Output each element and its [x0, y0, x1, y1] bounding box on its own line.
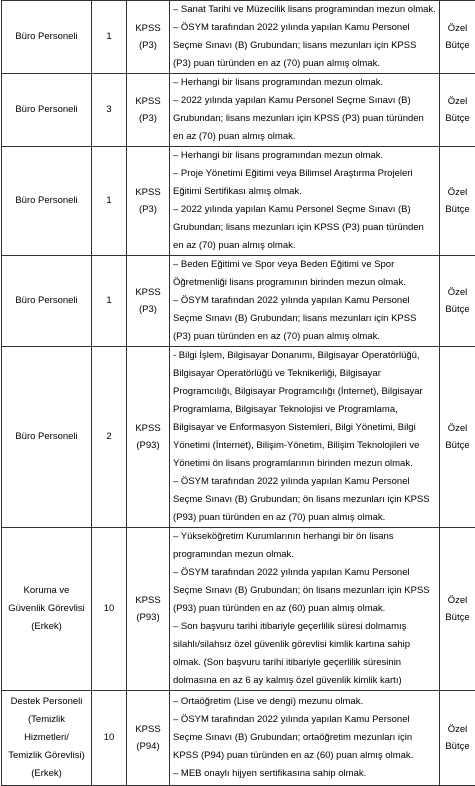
requirement-item: – Sanat Tarihi ve Müzecilik lisans programından mezun olmak.	[173, 1, 436, 19]
position-title-cell	[2, 256, 92, 347]
requirement-item: – ÖSYM tarafından 2022 yılında yapılan Kamu Personel Seçme Sınavı (B) Grubundan; ön lisans mezunları için KPSS (P93) puan türünden en az (70) puan almış olmak.	[173, 473, 436, 527]
exam-type-cell	[127, 691, 170, 786]
requirement-item: – 2022 yılında yapılan Kamu Personel Seçme Sınavı (B) Grubundan; lisans mezunları için KPSS (P3) puan türünden en az (70) puan almış olmak.	[173, 201, 436, 255]
budget-type: Bütçe	[443, 301, 472, 318]
requirement-item: – Proje Yönetimi Eğitimi veya Bilimsel Araştırma Projeleri Eğitimi Sertifikası almış olmak.	[173, 165, 436, 201]
requirement-item: – Yükseköğretim Kurumlarının herhangi bir ön lisans programından mezun olmak.	[173, 528, 436, 564]
exam-type-cell	[127, 1, 170, 74]
position-title: Büro Personeli	[5, 28, 88, 46]
exam-type: (P3)	[130, 301, 166, 318]
exam-type: (P93)	[130, 437, 166, 454]
position-title: Güvenlik Görevlisi	[5, 600, 88, 618]
requirements-cell	[170, 74, 440, 147]
requirements-cell	[170, 691, 440, 786]
position-title: Koruma ve	[5, 582, 88, 600]
position-title-cell	[2, 528, 92, 691]
position-title-cell	[2, 74, 92, 147]
requirement-item: – Son başvuru tarihi itibariyle geçerlilik süresi dolmamış silahlı/silahsız özel güvenlik görevlisi kimlik kartına sahip olmak. (Son başvuru tarihi itibariyle geçerlilik süresinin dolmasına en az 6 ay kalmış özel güvenlik kimlik kartı)	[173, 618, 436, 690]
requirement-item: – Herhangi bir lisans programından mezun olmak.	[173, 74, 436, 92]
requirement-item: – Ortaöğretim (Lise ve dengi) mezunu olmak.	[173, 693, 436, 711]
budget-type: Bütçe	[443, 201, 472, 218]
budget-type: Özel	[443, 20, 472, 37]
requirement-item: – Herhangi bir lisans programından mezun olmak.	[173, 147, 436, 165]
position-count: 1	[92, 1, 127, 74]
budget-type: Özel	[443, 284, 472, 301]
exam-type-cell	[127, 347, 170, 528]
position-count: 1	[92, 147, 127, 256]
requirements-cell	[170, 1, 440, 74]
budget-type-cell	[440, 74, 475, 147]
position-title: Destek Personeli	[5, 693, 88, 711]
exam-type: (P3)	[130, 201, 166, 218]
position-title-cell	[2, 347, 92, 528]
position-title: Büro Personeli	[5, 428, 88, 446]
position-title: (Erkek)	[5, 618, 88, 636]
budget-type-cell	[440, 256, 475, 347]
table-row	[2, 74, 475, 147]
exam-type-cell	[127, 74, 170, 147]
position-title-cell	[2, 1, 92, 74]
exam-type: (P3)	[130, 37, 166, 54]
positions-table-body	[2, 1, 475, 786]
budget-type-cell	[440, 147, 475, 256]
position-title: (Erkek)	[5, 765, 88, 783]
budget-type: Özel	[443, 420, 472, 437]
budget-type: Özel	[443, 93, 472, 110]
requirement-item: – ÖSYM tarafından 2022 yılında yapılan Kamu Personel Seçme Sınavı (B) Grubundan; lisans mezunları için KPSS (P3) puan türünden en az (70) puan almış olmak.	[173, 19, 436, 73]
table-row	[2, 1, 475, 74]
exam-type-cell	[127, 256, 170, 347]
exam-type-cell	[127, 147, 170, 256]
requirements-cell	[170, 528, 440, 691]
exam-type: KPSS	[130, 93, 166, 110]
budget-type: Özel	[443, 184, 472, 201]
exam-type: KPSS	[130, 592, 166, 609]
position-title: Büro Personeli	[5, 292, 88, 310]
position-title: Temizlik Görevlisi)	[5, 747, 88, 765]
position-title: Büro Personeli	[5, 101, 88, 119]
requirements-cell	[170, 347, 440, 528]
budget-type: Bütçe	[443, 110, 472, 127]
exam-type-cell	[127, 528, 170, 691]
budget-type-cell	[440, 691, 475, 786]
budget-type: Özel	[443, 592, 472, 609]
requirement-item: – Beden Eğitimi ve Spor veya Beden Eğitimi ve Spor Öğretmenliği lisans programının birinden mezun olmak.	[173, 256, 436, 292]
requirement-item: – ÖSYM tarafından 2022 yılında yapılan Kamu Personel Seçme Sınavı (B) Grubundan; ön lisans mezunları için KPSS (P93) puan türünden en az (60) puan almış olmak.	[173, 564, 436, 618]
position-title-cell	[2, 691, 92, 786]
budget-type: Bütçe	[443, 609, 472, 626]
requirements-cell	[170, 147, 440, 256]
table-row	[2, 347, 475, 528]
exam-type: KPSS	[130, 284, 166, 301]
exam-type: KPSS	[130, 420, 166, 437]
position-count: 10	[92, 528, 127, 691]
budget-type: Bütçe	[443, 437, 472, 454]
requirement-item: – MEB onaylı hijyen sertifikasına sahip olmak.	[173, 765, 436, 783]
requirement-item: – ÖSYM tarafından 2022 yılında yapılan Kamu Personel Seçme Sınavı (B) Grubundan; lisans mezunları için KPSS (P3) puan türünden en az (70) puan almış olmak.	[173, 292, 436, 346]
exam-type: (P93)	[130, 609, 166, 626]
positions-table	[1, 0, 475, 786]
exam-type: (P3)	[130, 110, 166, 127]
position-title-cell	[2, 147, 92, 256]
exam-type: KPSS	[130, 184, 166, 201]
table-row	[2, 528, 475, 691]
position-count: 3	[92, 74, 127, 147]
exam-type: KPSS	[130, 20, 166, 37]
table-row	[2, 256, 475, 347]
position-count: 1	[92, 256, 127, 347]
position-title: (Temizlik	[5, 711, 88, 729]
position-title: Büro Personeli	[5, 192, 88, 210]
requirements-cell	[170, 256, 440, 347]
exam-type: (P94)	[130, 738, 166, 755]
budget-type-cell	[440, 528, 475, 691]
position-count: 2	[92, 347, 127, 528]
position-count: 10	[92, 691, 127, 786]
requirement-item: – 2022 yılında yapılan Kamu Personel Seçme Sınavı (B) Grubundan; lisans mezunları için KPSS (P3) puan türünden en az (70) puan almış olmak.	[173, 92, 436, 146]
budget-type-cell	[440, 347, 475, 528]
budget-type: Bütçe	[443, 37, 472, 54]
requirement-item: – ÖSYM tarafından 2022 yılında yapılan Kamu Personel Seçme Sınavı (B) Grubundan; ortaöğretim mezunları için KPSS (P94) puan türünden en az (60) puan almış olmak.	[173, 711, 436, 765]
exam-type: KPSS	[130, 721, 166, 738]
table-row	[2, 691, 475, 786]
budget-type-cell	[440, 1, 475, 74]
requirement-item: - Bilgi İşlem, Bilgisayar Donanımı, Bilgisayar Operatörlüğü, Bilgisayar Operatörlüğü ve Teknikerliği, Bilgisayar Programcılığı, Bilgisayar Programcılığı (İnternet), Bilgisayar Programlama, Bilgisayar Teknolojisi ve Programlama, Bilgisayar ve Enformasyon Sistemleri, Bilgi Yönetimi, Bilgi Yönetimi (İnternet), Bilişim-Yönetim, Bilişim Teknolojileri ve Yönetimi ön lisans programlarının birinden mezun olmak.	[173, 347, 436, 473]
budget-type: Özel	[443, 721, 472, 738]
budget-type: Bütçe	[443, 738, 472, 755]
table-row	[2, 147, 475, 256]
position-title: Hizmetleri/	[5, 729, 88, 747]
